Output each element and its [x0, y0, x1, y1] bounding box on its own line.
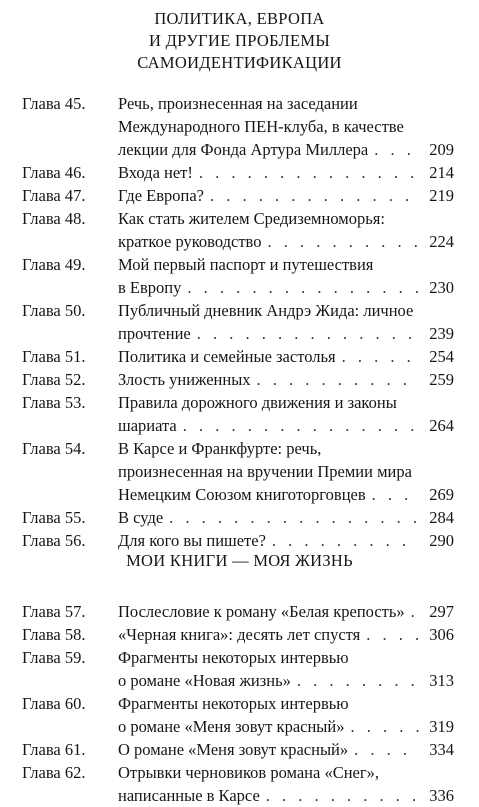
chapter-title-last-line: [118, 345, 454, 368]
page-number: 334: [429, 740, 454, 759]
chapter-title-line: шариата: [118, 416, 177, 435]
dot-leader: [372, 483, 419, 506]
chapter-title-line: «Черная книга»: десять лет спустя: [118, 625, 361, 644]
chapter-title-line: Международного ПЕН-клуба, в качестве: [118, 117, 404, 136]
chapter-number: Глава 59.: [22, 648, 86, 667]
chapter-title: [118, 391, 454, 437]
chapter-number: Глава 45.: [22, 94, 86, 113]
chapter-number: Глава 55.: [22, 508, 86, 527]
chapter-title-last-line: [118, 506, 454, 529]
dot-leader: [411, 600, 419, 623]
chapter-number: Глава 61.: [22, 740, 86, 759]
toc-entry: [22, 207, 454, 253]
chapter-title-last-line: [118, 368, 454, 391]
chapter-title-line: о романе «Новая жизнь»: [118, 671, 291, 690]
chapter-title-last-line: [118, 230, 454, 253]
chapter-title: [118, 437, 454, 506]
chapter-title: [118, 761, 454, 807]
dot-leader: [366, 623, 419, 646]
chapter-title-last-line: [118, 483, 454, 506]
toc-entry: [22, 368, 454, 391]
page-number: 219: [429, 186, 454, 205]
toc-entry: [22, 738, 454, 761]
page-number: 254: [429, 347, 454, 366]
chapter-title-line: Мой первый паспорт и путешествия: [118, 255, 374, 274]
chapter-title-line: краткое руководство: [118, 232, 262, 251]
chapter-number: Глава 49.: [22, 255, 86, 274]
chapter-title-line: Как стать жителем Средиземноморья:: [118, 209, 385, 228]
page-number: 214: [429, 163, 454, 182]
chapter-title-line: Для кого вы пишете?: [118, 531, 266, 550]
chapter-title: [118, 299, 454, 345]
chapter-title-line: Послесловие к роману «Белая крепость»: [118, 602, 405, 621]
page-number: 336: [429, 786, 454, 805]
dot-leader: [199, 161, 419, 184]
chapter-title-line: Политика и семейные застолья: [118, 347, 336, 366]
dot-leader: [266, 784, 419, 807]
chapter-number: Глава 53.: [22, 393, 86, 412]
chapter-title: [118, 692, 454, 738]
toc-entry: [22, 345, 454, 368]
chapter-title-line: прочтение: [118, 324, 191, 343]
chapter-title-line: В Карсе и Франкфурте: речь,: [118, 439, 322, 458]
chapter-title: [118, 161, 454, 184]
toc-entry: [22, 92, 454, 161]
chapter-number: Глава 60.: [22, 694, 86, 713]
dot-leader: [297, 669, 419, 692]
chapter-number: Глава 46.: [22, 163, 86, 182]
chapter-number: Глава 56.: [22, 531, 86, 550]
chapter-title-line: Речь, произнесенная на заседании: [118, 94, 358, 113]
section-title-line: САМОИДЕНТИФИКАЦИИ: [137, 53, 342, 72]
chapter-title: [118, 253, 454, 299]
chapter-title-line: В суде: [118, 508, 164, 527]
toc-entry: [22, 161, 454, 184]
chapter-title-line: Входа нет!: [118, 163, 193, 182]
section-title-line: МОИ КНИГИ — МОЯ ЖИЗНЬ: [126, 551, 353, 570]
chapter-title-last-line: [118, 322, 454, 345]
chapter-title-last-line: [118, 414, 454, 437]
dot-leader: [169, 506, 419, 529]
dot-leader: [342, 345, 419, 368]
toc-entry: [22, 437, 454, 506]
chapter-title: [118, 600, 454, 623]
toc-entry: [22, 529, 454, 552]
dot-leader: [187, 276, 419, 299]
toc-entry: [22, 506, 454, 529]
chapter-title-last-line: [118, 623, 454, 646]
chapter-title: [118, 345, 454, 368]
chapter-number: Глава 48.: [22, 209, 86, 228]
section-title-line: И ДРУГИЕ ПРОБЛЕМЫ: [148, 31, 331, 50]
section-title-my-books: [0, 550, 479, 572]
toc-entry: [22, 253, 454, 299]
toc-entry: [22, 600, 454, 623]
page-number: 290: [429, 531, 454, 550]
page-number: 319: [429, 717, 454, 736]
section-title-politics: [0, 8, 479, 74]
chapter-title: [118, 368, 454, 391]
page-number: 209: [429, 140, 454, 159]
toc-entry: [22, 391, 454, 437]
toc-entry: [22, 299, 454, 345]
chapter-number: Глава 51.: [22, 347, 86, 366]
toc-list-my-books: [22, 600, 454, 807]
page-number: 230: [429, 278, 454, 297]
chapter-number: Глава 54.: [22, 439, 86, 458]
chapter-title-line: Где Европа?: [118, 186, 204, 205]
chapter-title-line: о романе «Меня зовут красный»: [118, 717, 345, 736]
chapter-title-line: произнесенная на вручении Премии мира: [118, 462, 412, 481]
toc-entry: [22, 184, 454, 207]
page-number: 306: [429, 625, 454, 644]
chapter-title-line: Правила дорожного движения и законы: [118, 393, 397, 412]
chapter-title-last-line: [118, 715, 454, 738]
chapter-title: [118, 529, 454, 552]
chapter-title-last-line: [118, 600, 454, 623]
chapter-title-last-line: [118, 276, 454, 299]
page-number: 313: [429, 671, 454, 690]
chapter-title: [118, 506, 454, 529]
chapter-title: [118, 738, 454, 761]
toc-entry: [22, 692, 454, 738]
chapter-title: [118, 92, 454, 161]
dot-leader: [354, 738, 419, 761]
chapter-number: Глава 47.: [22, 186, 86, 205]
chapter-title-line: Фрагменты некоторых интервью: [118, 648, 349, 667]
page-number: 239: [429, 324, 454, 343]
chapter-title: [118, 207, 454, 253]
chapter-title-line: лекции для Фонда Артура Миллера: [118, 140, 369, 159]
chapter-title-last-line: [118, 784, 454, 807]
chapter-title-line: О романе «Меня зовут красный»: [118, 740, 349, 759]
chapter-title-last-line: [118, 138, 454, 161]
page-number: 269: [429, 485, 454, 504]
dot-leader: [183, 414, 419, 437]
chapter-title-line: написанные в Карсе: [118, 786, 260, 805]
dot-leader: [272, 529, 419, 552]
chapter-title-line: Отрывки черновиков романа «Снег»,: [118, 763, 380, 782]
chapter-number: Глава 62.: [22, 763, 86, 782]
chapter-title: [118, 184, 454, 207]
section-title-line: ПОЛИТИКА, ЕВРОПА: [154, 9, 325, 28]
chapter-number: Глава 58.: [22, 625, 86, 644]
chapter-title-last-line: [118, 161, 454, 184]
chapter-title-line: Публичный дневник Андрэ Жида: личное: [118, 301, 414, 320]
dot-leader: [210, 184, 419, 207]
chapter-number: Глава 57.: [22, 602, 86, 621]
chapter-title-line: Злость униженных: [118, 370, 251, 389]
dot-leader: [257, 368, 419, 391]
toc-entry: [22, 623, 454, 646]
chapter-title-last-line: [118, 184, 454, 207]
chapter-number: Глава 50.: [22, 301, 86, 320]
page-number: 284: [429, 508, 454, 527]
chapter-number: Глава 52.: [22, 370, 86, 389]
chapter-title: [118, 646, 454, 692]
dot-leader: [267, 230, 419, 253]
chapter-title-last-line: [118, 738, 454, 761]
chapter-title-last-line: [118, 669, 454, 692]
page-number: 224: [429, 232, 454, 251]
chapter-title-line: в Европу: [118, 278, 182, 297]
page-number: 264: [429, 416, 454, 435]
dot-leader: [350, 715, 419, 738]
page-number: 297: [429, 602, 454, 621]
dot-leader: [374, 138, 419, 161]
dot-leader: [197, 322, 419, 345]
chapter-title-line: Фрагменты некоторых интервью: [118, 694, 349, 713]
chapter-title-last-line: [118, 529, 454, 552]
toc-entry: [22, 646, 454, 692]
toc-entry: [22, 761, 454, 807]
chapter-title-line: Немецким Союзом книготорговцев: [118, 485, 366, 504]
page-number: 259: [429, 370, 454, 389]
chapter-title: [118, 623, 454, 646]
toc-list-politics: [22, 92, 454, 552]
